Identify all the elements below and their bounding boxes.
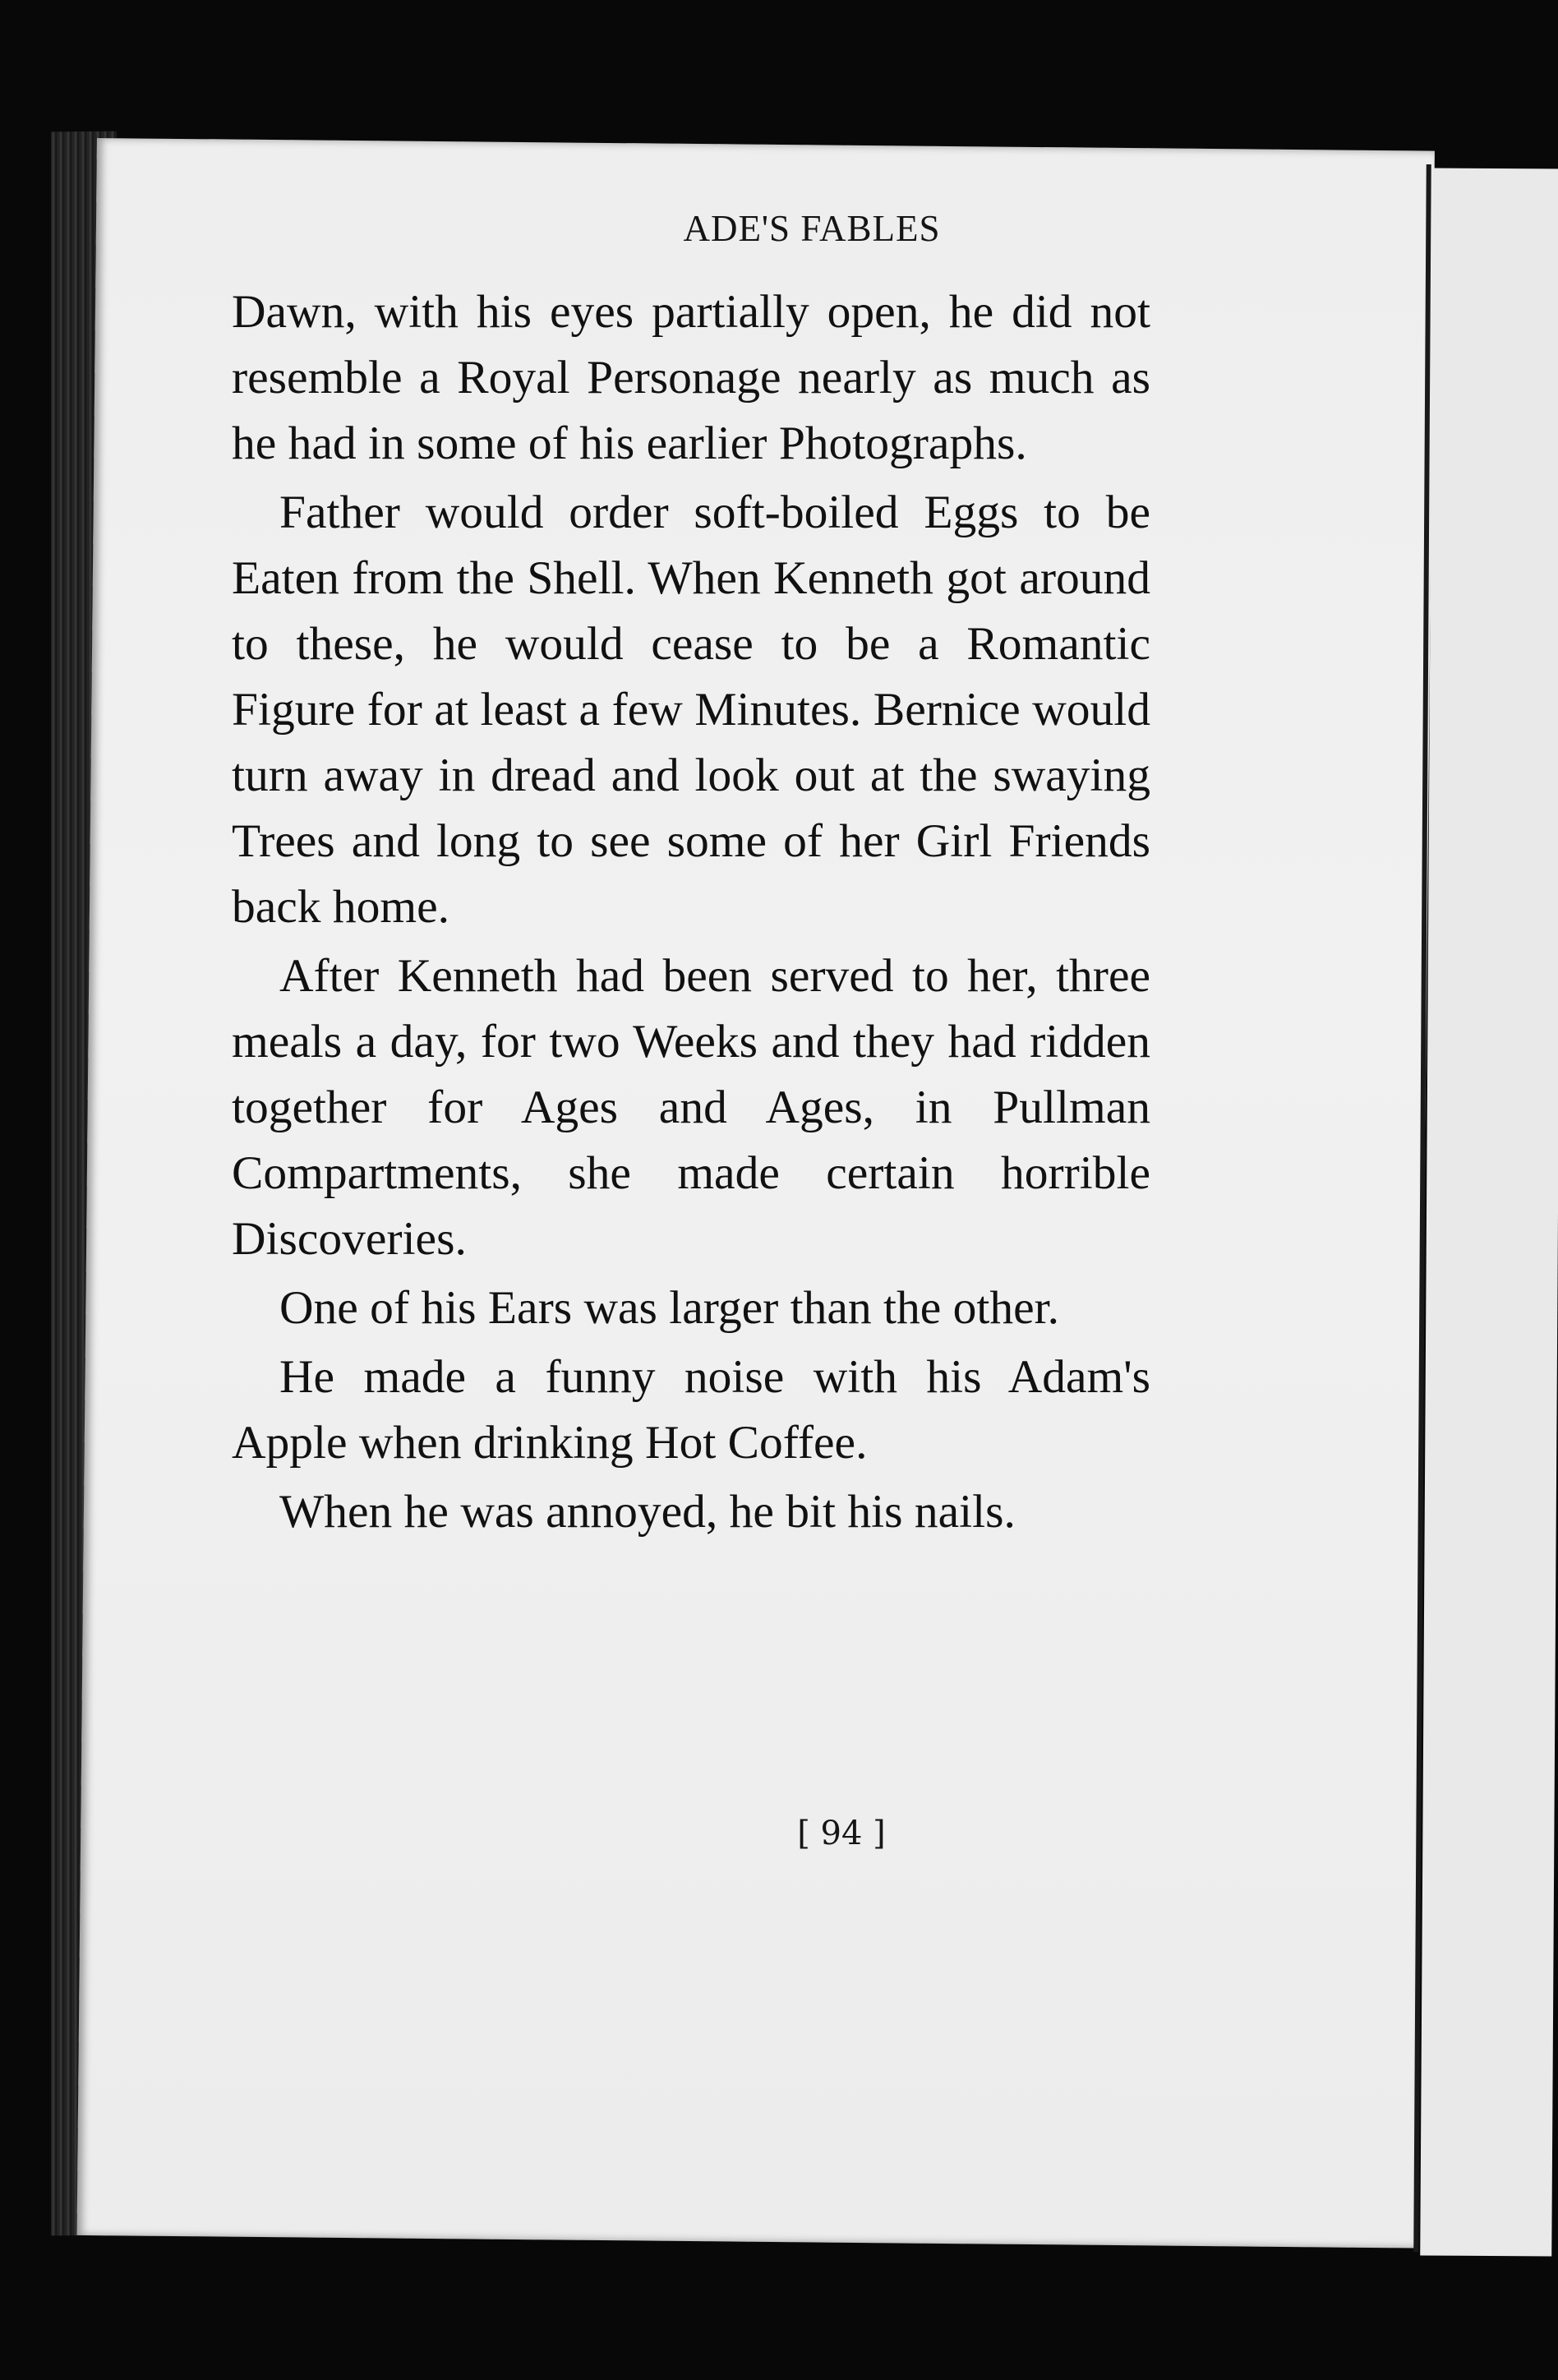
paragraph-1: Dawn, with his eyes partially open, he did not resemble a Royal Personage nearly as much as he had in some of his earlier Photographs. <box>232 286 1150 469</box>
paragraph-6: When he was annoyed, he bit his nails. <box>279 1486 1016 1538</box>
paragraph-2: Father would order soft-boiled Eggs to be Eaten from the Shell. When Kenneth got around to these, he would cease to be a Romantic Figure for at least a few Minutes. Bernice would turn away in dread and look out at the swaying Trees and long to see some of her Girl Friends back home. <box>232 487 1150 933</box>
page-number: [ 94 ] <box>797 1815 886 1852</box>
paragraph-5: He made a funny noise with his Adam's Apple when drinking Hot Coffee. <box>232 1351 1150 1469</box>
facing-page-edge <box>1420 168 1558 2257</box>
paragraph-4: One of his Ears was larger than the other. <box>279 1282 1060 1334</box>
running-title: ADE'S FABLES <box>683 208 941 249</box>
body-text <box>232 279 1150 1545</box>
paragraph-3: After Kenneth had been served to her, three meals a day, for two Weeks and they had ridden together for Ages and Ages, in Pullman Compartments, she made certain horrible Discoveries. <box>232 950 1150 1265</box>
